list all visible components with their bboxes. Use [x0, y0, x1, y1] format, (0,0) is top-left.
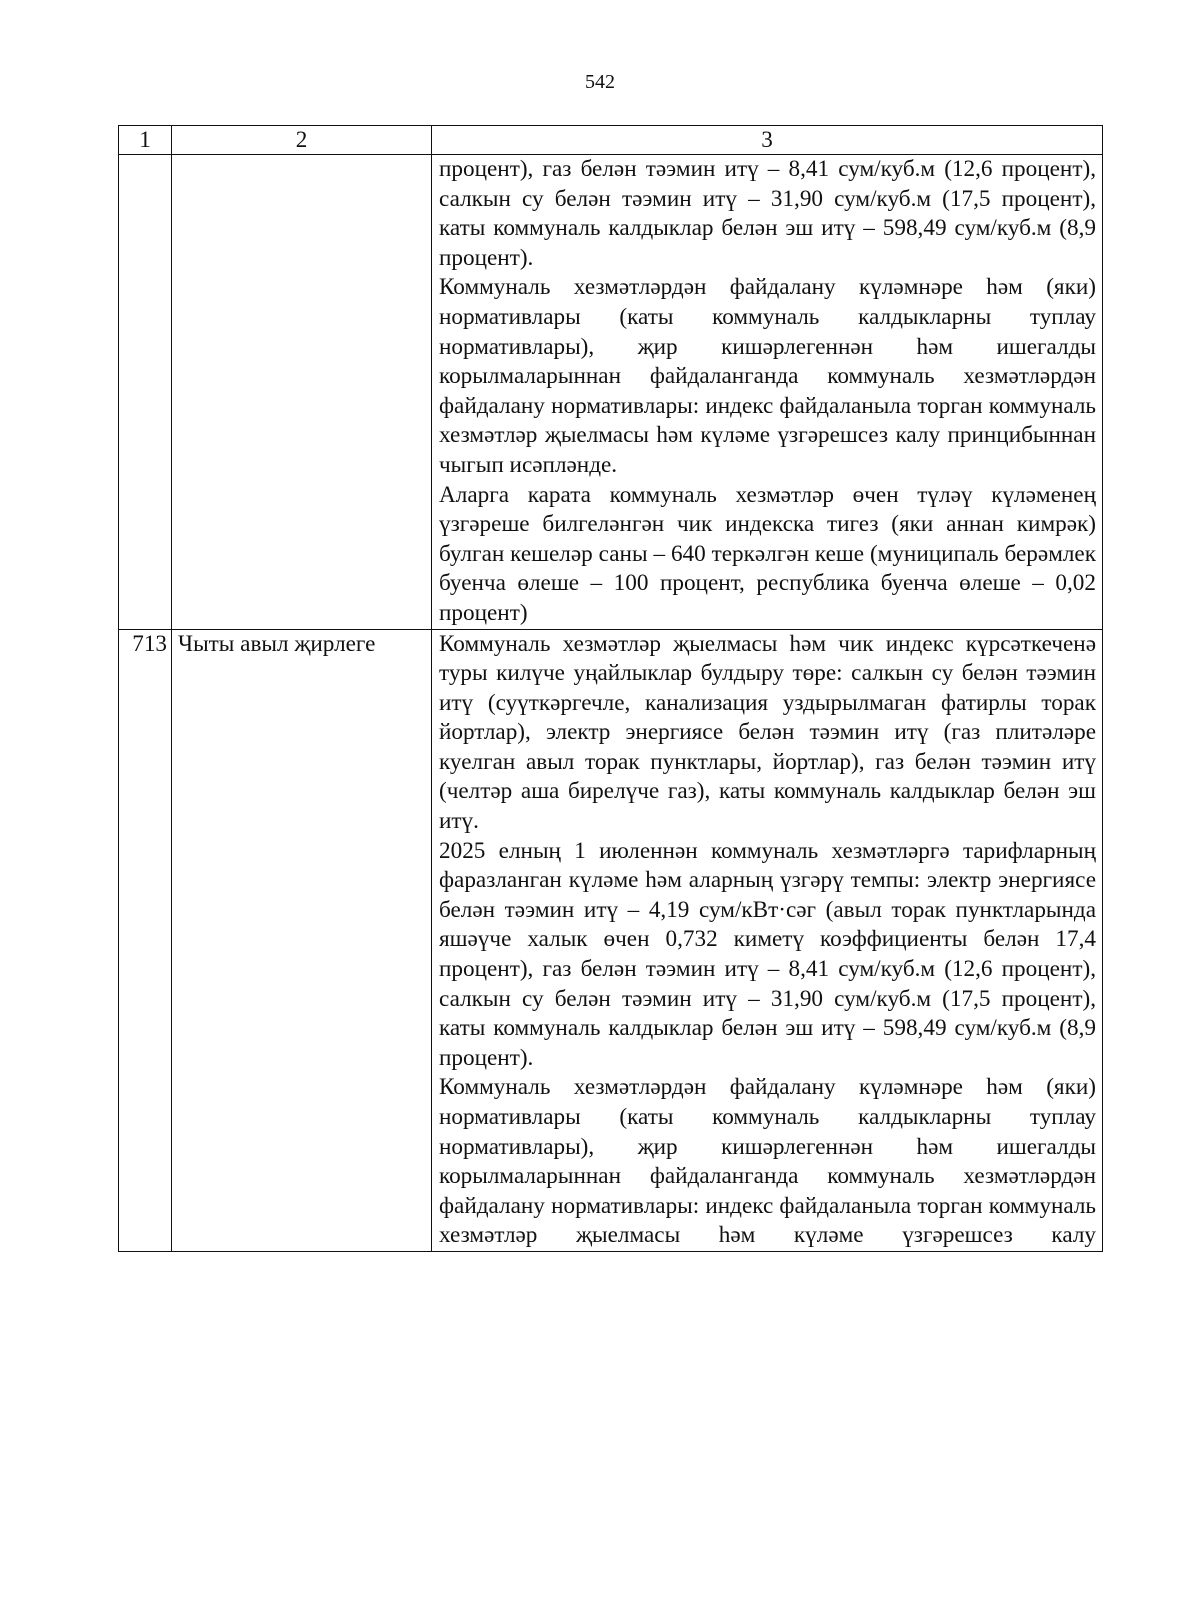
settlement-name-cell: Чыты авыл җирлеге [172, 629, 432, 1251]
description-paragraph: 2025 елның 1 июленнән коммуналь хезмәтләргә тарифларның фаразланган күләме һәм аларның үзгәрү темпы: электр энергиясе белән тәэмин итү – 4,19 сум/кВт·сәг (авыл торак пунктларында яшәүче халык өчен 0,732 киметү коэффициенты белән 17,4 процент), газ белән тәэмин итү – 8,41 сум/куб.м (12,6 процент), салкын су белән тәэмин итү – 31,90 сум/куб.м (17,5 процент), каты коммуналь калдыклар белән эш итү – 598,49 сум/куб.м (8,9 процент). [439, 837, 1096, 1071]
column-header-2: 2 [172, 126, 432, 155]
row-number-cell: 713 [119, 629, 172, 1251]
description-paragraph: Аларга карата коммуналь хезмәтләр өчен түләү күләменең үзгәреше билгеләнгән чик индекска тигез (яки аннан кимрәк) булган кешеләр саны – 640 теркәлгән кеше (муниципаль берәмлек буенча өлеше – 100 процент, республика буенча өлеше – 0,02 процент) [439, 481, 1096, 626]
table-row [119, 629, 1103, 1251]
description-cell [432, 155, 1103, 630]
description-cell [432, 629, 1103, 1251]
settlement-name-cell [172, 155, 432, 630]
row-number-cell [119, 155, 172, 630]
description-paragraph: Коммуналь хезмәтләр җыелмасы һәм чик индекс күрсәткеченә туры килүче уңайлыклар булдыру төре: салкын су белән тәэмин итү (суүткәргечле, канализация уздырылмаган фатирлы торак йортлар), электр энергиясе белән тәэмин итү (газ плитәләре куелган авыл торак пунктлары, йортлар), газ белән тәэмин итү (челтәр аша бирелүче газ), каты коммуналь калдыклар белән эш итү. [439, 630, 1096, 835]
page-number: 542 [585, 71, 615, 93]
document-table [118, 125, 1103, 1252]
description-paragraph: Коммуналь хезмәтләрдән файдалану күләмнәре һәм (яки) нормативлары (каты коммуналь калдыкларны туплау нормативлары), җир кишәрлегеннән һәм ишегалды корылмаларыннан файдаланганда коммуналь хезмәтләрдән файдалану нормативлары: индекс файдаланыла торган коммуналь хезмәтләр җыелмасы һәм күләме үзгәрешсез калу [439, 1074, 1096, 1249]
column-header-1: 1 [119, 126, 172, 155]
table-header-row [119, 126, 1103, 155]
description-paragraph: процент), газ белән тәэмин итү – 8,41 сум/куб.м (12,6 процент), салкын су белән тәэмин итү – 31,90 сум/куб.м (17,5 процент), каты коммуналь калдыклар белән эш итү – 598,49 сум/куб.м (8,9 процент). [439, 156, 1096, 271]
table-row [119, 155, 1103, 630]
description-paragraph: Коммуналь хезмәтләрдән файдалану күләмнәре һәм (яки) нормативлары (каты коммуналь калдыкларны туплау нормативлары), җир кишәрлегеннән һәм ишегалды корылмаларыннан файдаланганда коммуналь хезмәтләрдән файдалану нормативлары: индекс файдаланыла торган коммуналь хезмәтләр җыелмасы һәм күләме үзгәрешсез калу принцибыннан чыгып исәпләнде. [439, 274, 1096, 478]
column-header-3: 3 [432, 126, 1103, 155]
